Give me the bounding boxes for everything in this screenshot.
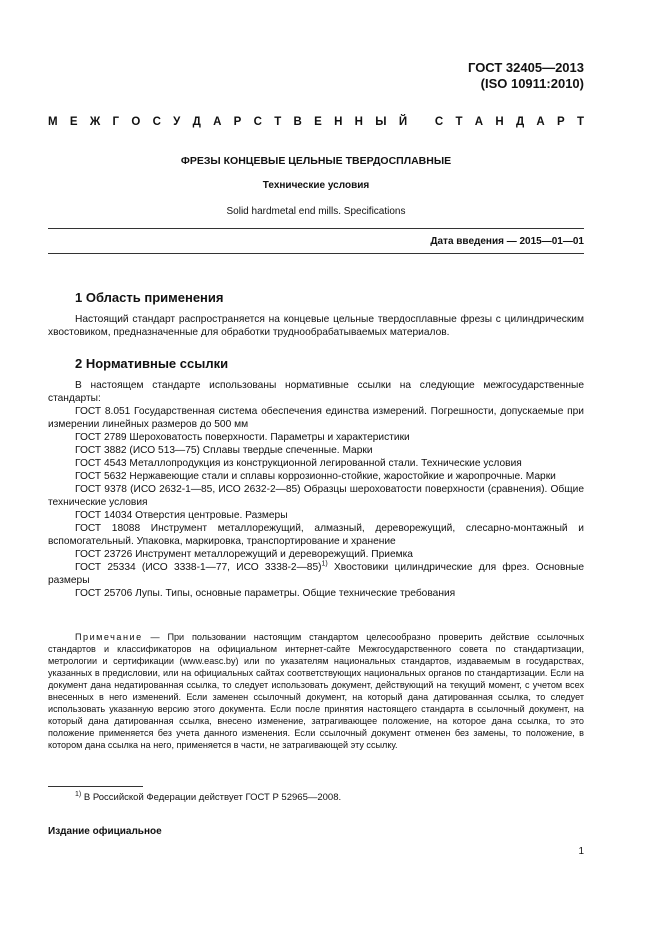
reference-text: Хвостовики цилиндрические для фрез. Основные размеры (48, 562, 584, 586)
interstate-letter: Н (495, 116, 504, 128)
reference-text: ГОСТ 25334 (ИСО 3338-1—77, ИСО 3338-2—85) (75, 562, 322, 573)
date-divider (48, 253, 584, 254)
section-2-intro: В настоящем стандарте использованы нормативные ссылки на следующие межгосударственные стандарты: (48, 380, 584, 404)
interstate-letter: А (474, 116, 484, 128)
document-number-block (468, 60, 584, 92)
reference-item: ГОСТ 3882 (ИСО 513—75) Сплавы твердые спеченные. Марки (75, 445, 373, 456)
reference-item: ГОСТ 18088 Инструмент металлорежущий, алмазный, дереворежущий, слесарно-монтажный и вспомогательный. Упаковка, маркировка, транспортирование и хранение (48, 523, 584, 547)
document-title: ФРЕЗЫ КОНЦЕВЫЕ ЦЕЛЬНЫЕ ТВЕРДОСПЛАВНЫЕ (180, 155, 452, 167)
interstate-letter: Ы (375, 116, 387, 128)
reference-item: ГОСТ 4543 Металлопродукция из конструкционной легированной стали. Технические условия (75, 458, 522, 469)
interstate-letter: Т (455, 116, 463, 128)
word-gap (419, 116, 422, 128)
note-paragraph (48, 631, 584, 751)
footnote-divider (48, 786, 143, 787)
reference-item: ГОСТ 2789 Шероховатость поверхности. Параметры и характеристики (75, 432, 410, 443)
interstate-letter: Ж (89, 116, 101, 128)
footnote-text: В Российской Федерации действует ГОСТ Р 52965—2008. (81, 792, 342, 803)
interstate-letter: С (434, 116, 444, 128)
interstate-letter: Н (334, 116, 343, 128)
interstate-letter: О (131, 116, 141, 128)
section-1-body (48, 313, 584, 339)
title-divider (48, 228, 584, 229)
section-1-text: Настоящий стандарт распространяется на концевые цельные твердосплавные фрезы с цилиндрическим хвостовиком, предназначенные для обработки труднообрабатываемых материалов. (48, 314, 584, 338)
footnote-reference: 1) (321, 560, 328, 568)
interstate-letter: Р (233, 116, 242, 128)
footnote (48, 792, 341, 803)
interstate-letter: Г (112, 116, 120, 128)
interstate-letter: В (293, 116, 302, 128)
reference-item: ГОСТ 14034 Отверстия центровые. Размеры (75, 510, 288, 521)
interstate-letter: У (173, 116, 181, 128)
interstate-standard-heading (48, 116, 584, 128)
interstate-letter: А (213, 116, 222, 128)
reference-item: ГОСТ 9378 (ИСО 2632-1—85, ИСО 2632-2—85) Образцы шероховатости поверхности (сравнения). Общие технические условия (48, 484, 584, 508)
section-2-heading: 2 Нормативные ссылки (75, 356, 229, 371)
interstate-letter: Д (515, 116, 525, 128)
section-1-heading: 1 Область применения (75, 290, 224, 305)
reference-item: ГОСТ 5632 Нержавеющие стали и сплавы коррозионно-стойкие, жаростойкие и жаропрочные. Марки (75, 471, 556, 482)
interstate-letter: М (48, 116, 58, 128)
interstate-letter: С (253, 116, 262, 128)
page-number: 1 (578, 846, 584, 857)
interstate-letter: Д (192, 116, 201, 128)
introduction-date: Дата введения — 2015—01—01 (430, 236, 584, 247)
interstate-letter: Т (576, 116, 584, 128)
section-2-body (48, 379, 584, 600)
interstate-letter: А (536, 116, 545, 128)
note-label: Примечание (75, 632, 143, 642)
note-text: — При пользовании настоящим стандартом целесообразно проверить действие ссылочных стандартов и классификаторов на официальном интернет-сайте Межгосударственного совета по стандартизации, метрологии и сертификации (www.easc.by) или по указателям национальных стандартов, издаваемым в государствах, указанных в предисловии, или на официальных сайтах соответствующих национальных органов по стандартизации. Если на документ дана недатированная ссылка, то следует использовать документ, действующий на текущий момент, с учетом всех внесенных в него изменений. Если заменен ссылочный документ, на который дана датированная ссылка, то следует использовать указанную версию этого документа. Если после принятия настоящего стандарта в ссылочный документ, на который дана датированная ссылка, внесено изменение, затрагивающее положение, на которое дана ссылка, то это положение применяется без учета данного изменения. Если ссылочный документ отменен без замены, то положение, в котором дана ссылка на него, применяется в части, не затрагивающей эту ссылку. (48, 632, 584, 750)
document-title-english: Solid hardmetal end mills. Specifications (226, 206, 406, 217)
interstate-letter: Й (398, 116, 408, 128)
gost-number: ГОСТ 32405—2013 (468, 60, 584, 75)
interstate-letter: С (152, 116, 161, 128)
interstate-letter: Е (314, 116, 322, 128)
reference-item: ГОСТ 25706 Лупы. Типы, основные параметры. Общие технические требования (75, 588, 456, 599)
note-block (48, 631, 584, 751)
iso-number: (ISO 10911:2010) (480, 76, 584, 91)
interstate-letter: Е (69, 116, 78, 128)
reference-item-footnoted (48, 561, 584, 587)
interstate-letter: Н (354, 116, 363, 128)
interstate-letter: Р (557, 116, 565, 128)
document-subtitle: Технические условия (262, 180, 370, 191)
interstate-letter: Т (274, 116, 282, 128)
edition-label: Издание официальное (48, 826, 162, 837)
footnote-mark: 1) (75, 790, 82, 798)
reference-item: ГОСТ 8.051 Государственная система обеспечения единства измерений. Погрешности, допускаемые при измерении линейных размеров до 500 мм (48, 406, 584, 430)
reference-item: ГОСТ 23726 Инструмент металлорежущий и дереворежущий. Приемка (75, 549, 413, 560)
